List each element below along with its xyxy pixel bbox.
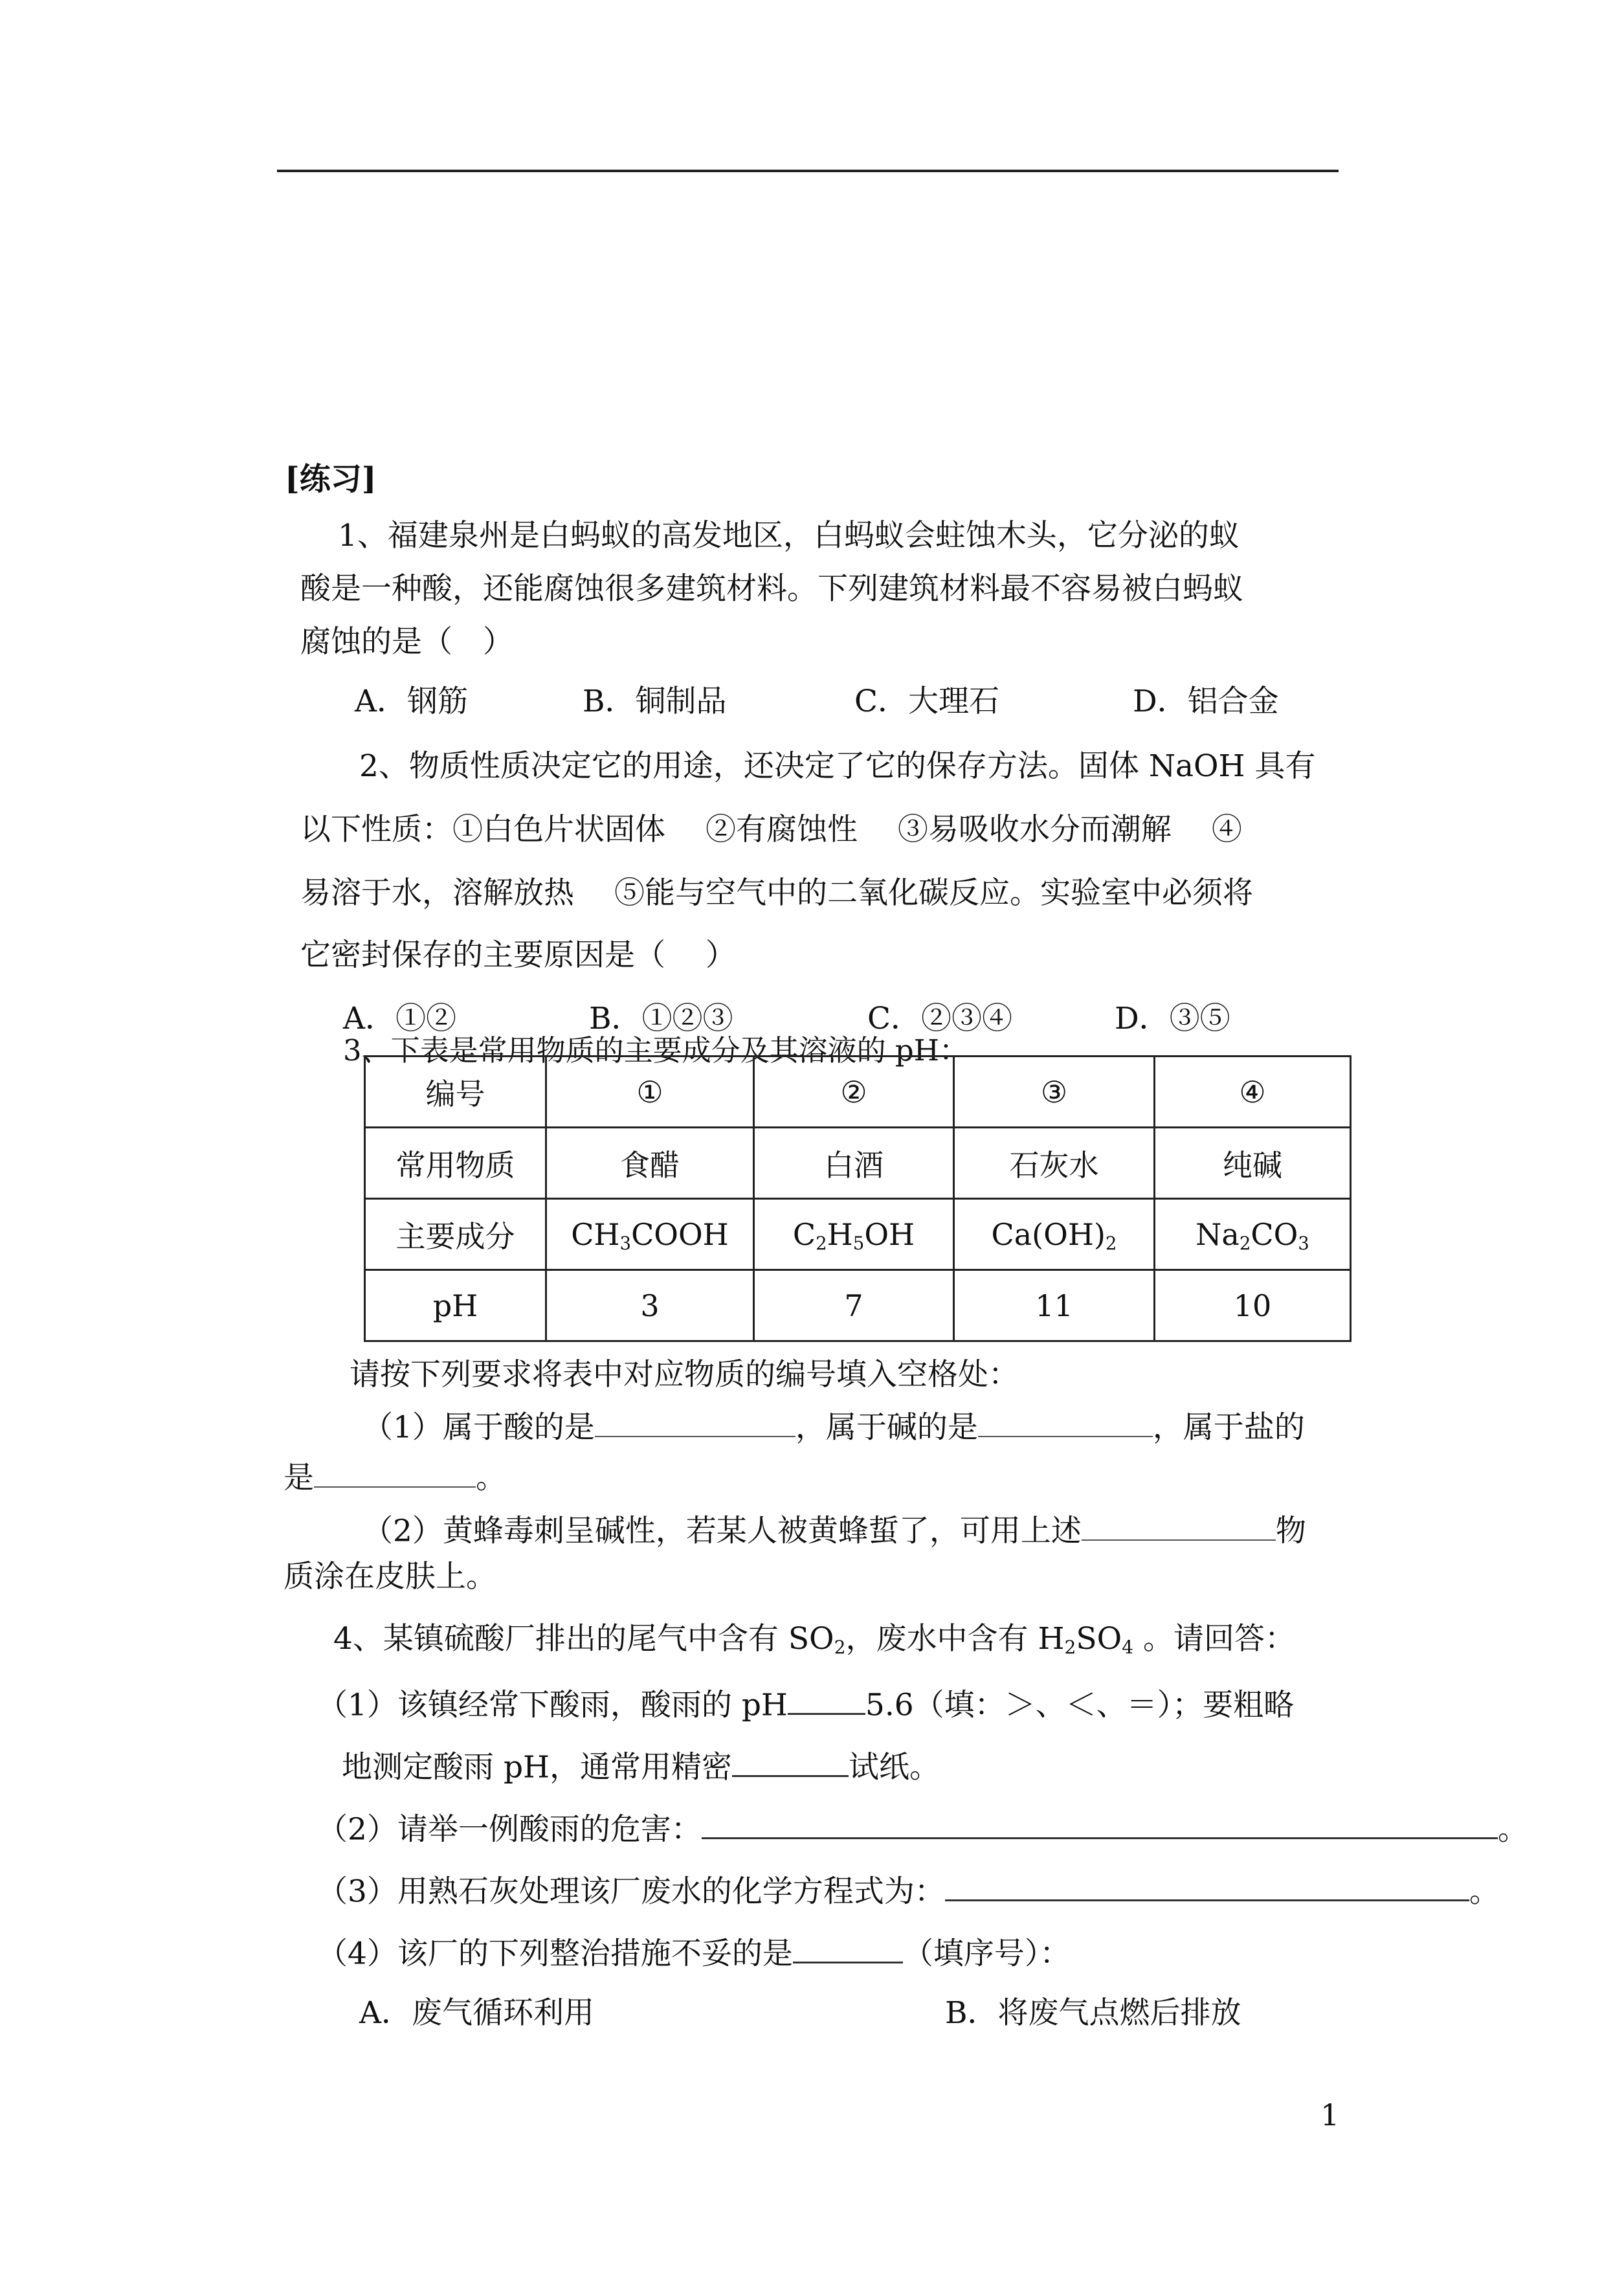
row-label-id: 编号 — [365, 1057, 546, 1128]
q4-part-3: （3）用熟石灰处理该厂废水的化学方程式为： 。 — [317, 1872, 1500, 1907]
table-row — [365, 1199, 1351, 1270]
q4-ph-blank[interactable] — [788, 1686, 865, 1715]
table-cell-substance: 纯碱 — [1155, 1128, 1351, 1199]
q4-part-1: （1）该镇经常下酸雨，酸雨的 pH 5.6（填：＞、＜、＝）；要粗略 — [317, 1686, 1294, 1720]
q2-line-1: 2、物质性质决定它的用途，还决定了它的保存方法。固体 NaOH 具有 — [359, 748, 1316, 784]
q4-option-b: B．将废气点燃后排放 — [945, 1995, 1241, 2031]
q4-paper-blank[interactable] — [732, 1748, 849, 1777]
q4-option-a: A．废气循环利用 — [359, 1995, 594, 2031]
table-row — [365, 1057, 1351, 1128]
header-rule — [277, 170, 1339, 172]
table-cell-ph: 7 — [754, 1270, 954, 1341]
table-cell-component: $Na_2CO_3$ — [1155, 1199, 1351, 1270]
q1-line-1: 1、福建泉州是白蚂蚁的高发地区，白蚂蚁会蛀蚀木头，它分泌的蚁 — [338, 518, 1240, 554]
table-cell-ph: 10 — [1155, 1270, 1351, 1341]
table-cell-ph: 3 — [546, 1270, 754, 1341]
q4-intro: 4、某镇硫酸厂排出的尾气中含有 $SO_2$，废水中含有 $H_2SO_4$ 。请回答： — [333, 1621, 1296, 1659]
table-cell-id: ① — [546, 1057, 754, 1128]
page-number: 1 — [1320, 2097, 1340, 2132]
q4-part-2: （2）请举一例酸雨的危害： 。 — [317, 1810, 1528, 1844]
q2-line-4: 它密封保存的主要原因是（ ） — [300, 937, 736, 973]
q1-option-a: A．钢筋 — [355, 684, 468, 719]
q3-remedy-blank[interactable] — [1082, 1512, 1276, 1541]
q2-option-b: B．①②③ — [589, 1001, 733, 1036]
table-cell-component: $Ca(OH)_2$ — [954, 1199, 1155, 1270]
q3-part-1: （1）属于酸的是 ，属于碱的是 ，属于盐的 — [362, 1409, 1305, 1446]
table-cell-component: $CH_3COOH$ — [546, 1199, 754, 1270]
row-label-ph: pH — [365, 1270, 546, 1341]
section-title: [练习] — [285, 461, 377, 497]
table-cell-substance: 白酒 — [754, 1128, 954, 1199]
row-label-component: 主要成分 — [365, 1199, 546, 1270]
table-cell-id: ④ — [1155, 1057, 1351, 1128]
q4-part-4: （4）该厂的下列整治措施不妥的是 （填序号）： — [317, 1934, 1070, 1969]
table-cell-component: $C_2H_5OH$ — [754, 1199, 954, 1270]
table-cell-substance: 食醋 — [546, 1128, 754, 1199]
q4-measure-blank[interactable] — [793, 1934, 903, 1963]
q1-option-c: C．大理石 — [854, 684, 999, 719]
q2-option-a: A．①② — [343, 1001, 456, 1036]
q3-salt-blank[interactable] — [314, 1459, 476, 1488]
table-row — [365, 1270, 1351, 1341]
table-row — [365, 1128, 1351, 1199]
substance-table — [364, 1055, 1351, 1342]
q1-line-2: 酸是一种酸，还能腐蚀很多建筑材料。下列建筑材料最不容易被白蚂蚁 — [300, 571, 1243, 607]
q2-line-2: 以下性质：①白色片状固体 ②有腐蚀性 ③易吸收水分而潮解 ④ — [300, 812, 1242, 847]
q4-equation-blank[interactable] — [945, 1872, 1469, 1901]
row-label-substance: 常用物质 — [365, 1128, 546, 1199]
q1-option-b: B．铜制品 — [583, 684, 727, 719]
q3-part-2-cont: 质涂在皮肤上。 — [284, 1559, 496, 1594]
table-cell-id: ② — [754, 1057, 954, 1128]
q1-line-3: 腐蚀的是（ ） — [300, 624, 513, 660]
q2-option-c: C．②③④ — [867, 1001, 1012, 1036]
q3-acid-blank[interactable] — [595, 1409, 795, 1437]
table-cell-substance: 石灰水 — [954, 1128, 1155, 1199]
q1-option-d: D．铝合金 — [1133, 684, 1279, 719]
q2-option-d: D．③⑤ — [1115, 1001, 1230, 1036]
q3-part-2: （2）黄蜂毒刺呈碱性，若某人被黄蜂蜇了，可用上述 物 — [362, 1513, 1306, 1549]
q3-intro: 3、下表是常用物质的主要成分及其溶液的 pH： — [343, 1033, 968, 1068]
q2-line-3: 易溶于水，溶解放热 ⑤能与空气中的二氧化碳反应。实验室中必须将 — [300, 875, 1253, 911]
q4-harm-blank[interactable] — [702, 1810, 1498, 1839]
q3-base-blank[interactable] — [978, 1409, 1153, 1437]
q3-instruction: 请按下列要求将表中对应物质的编号填入空格处： — [350, 1357, 1019, 1393]
q3-part-1-cont: 是 。 — [284, 1460, 506, 1496]
q4-part-1-cont: 地测定酸雨 pH，通常用精密 试纸。 — [342, 1748, 940, 1782]
table-cell-ph: 11 — [954, 1270, 1155, 1341]
table-cell-id: ③ — [954, 1057, 1155, 1128]
